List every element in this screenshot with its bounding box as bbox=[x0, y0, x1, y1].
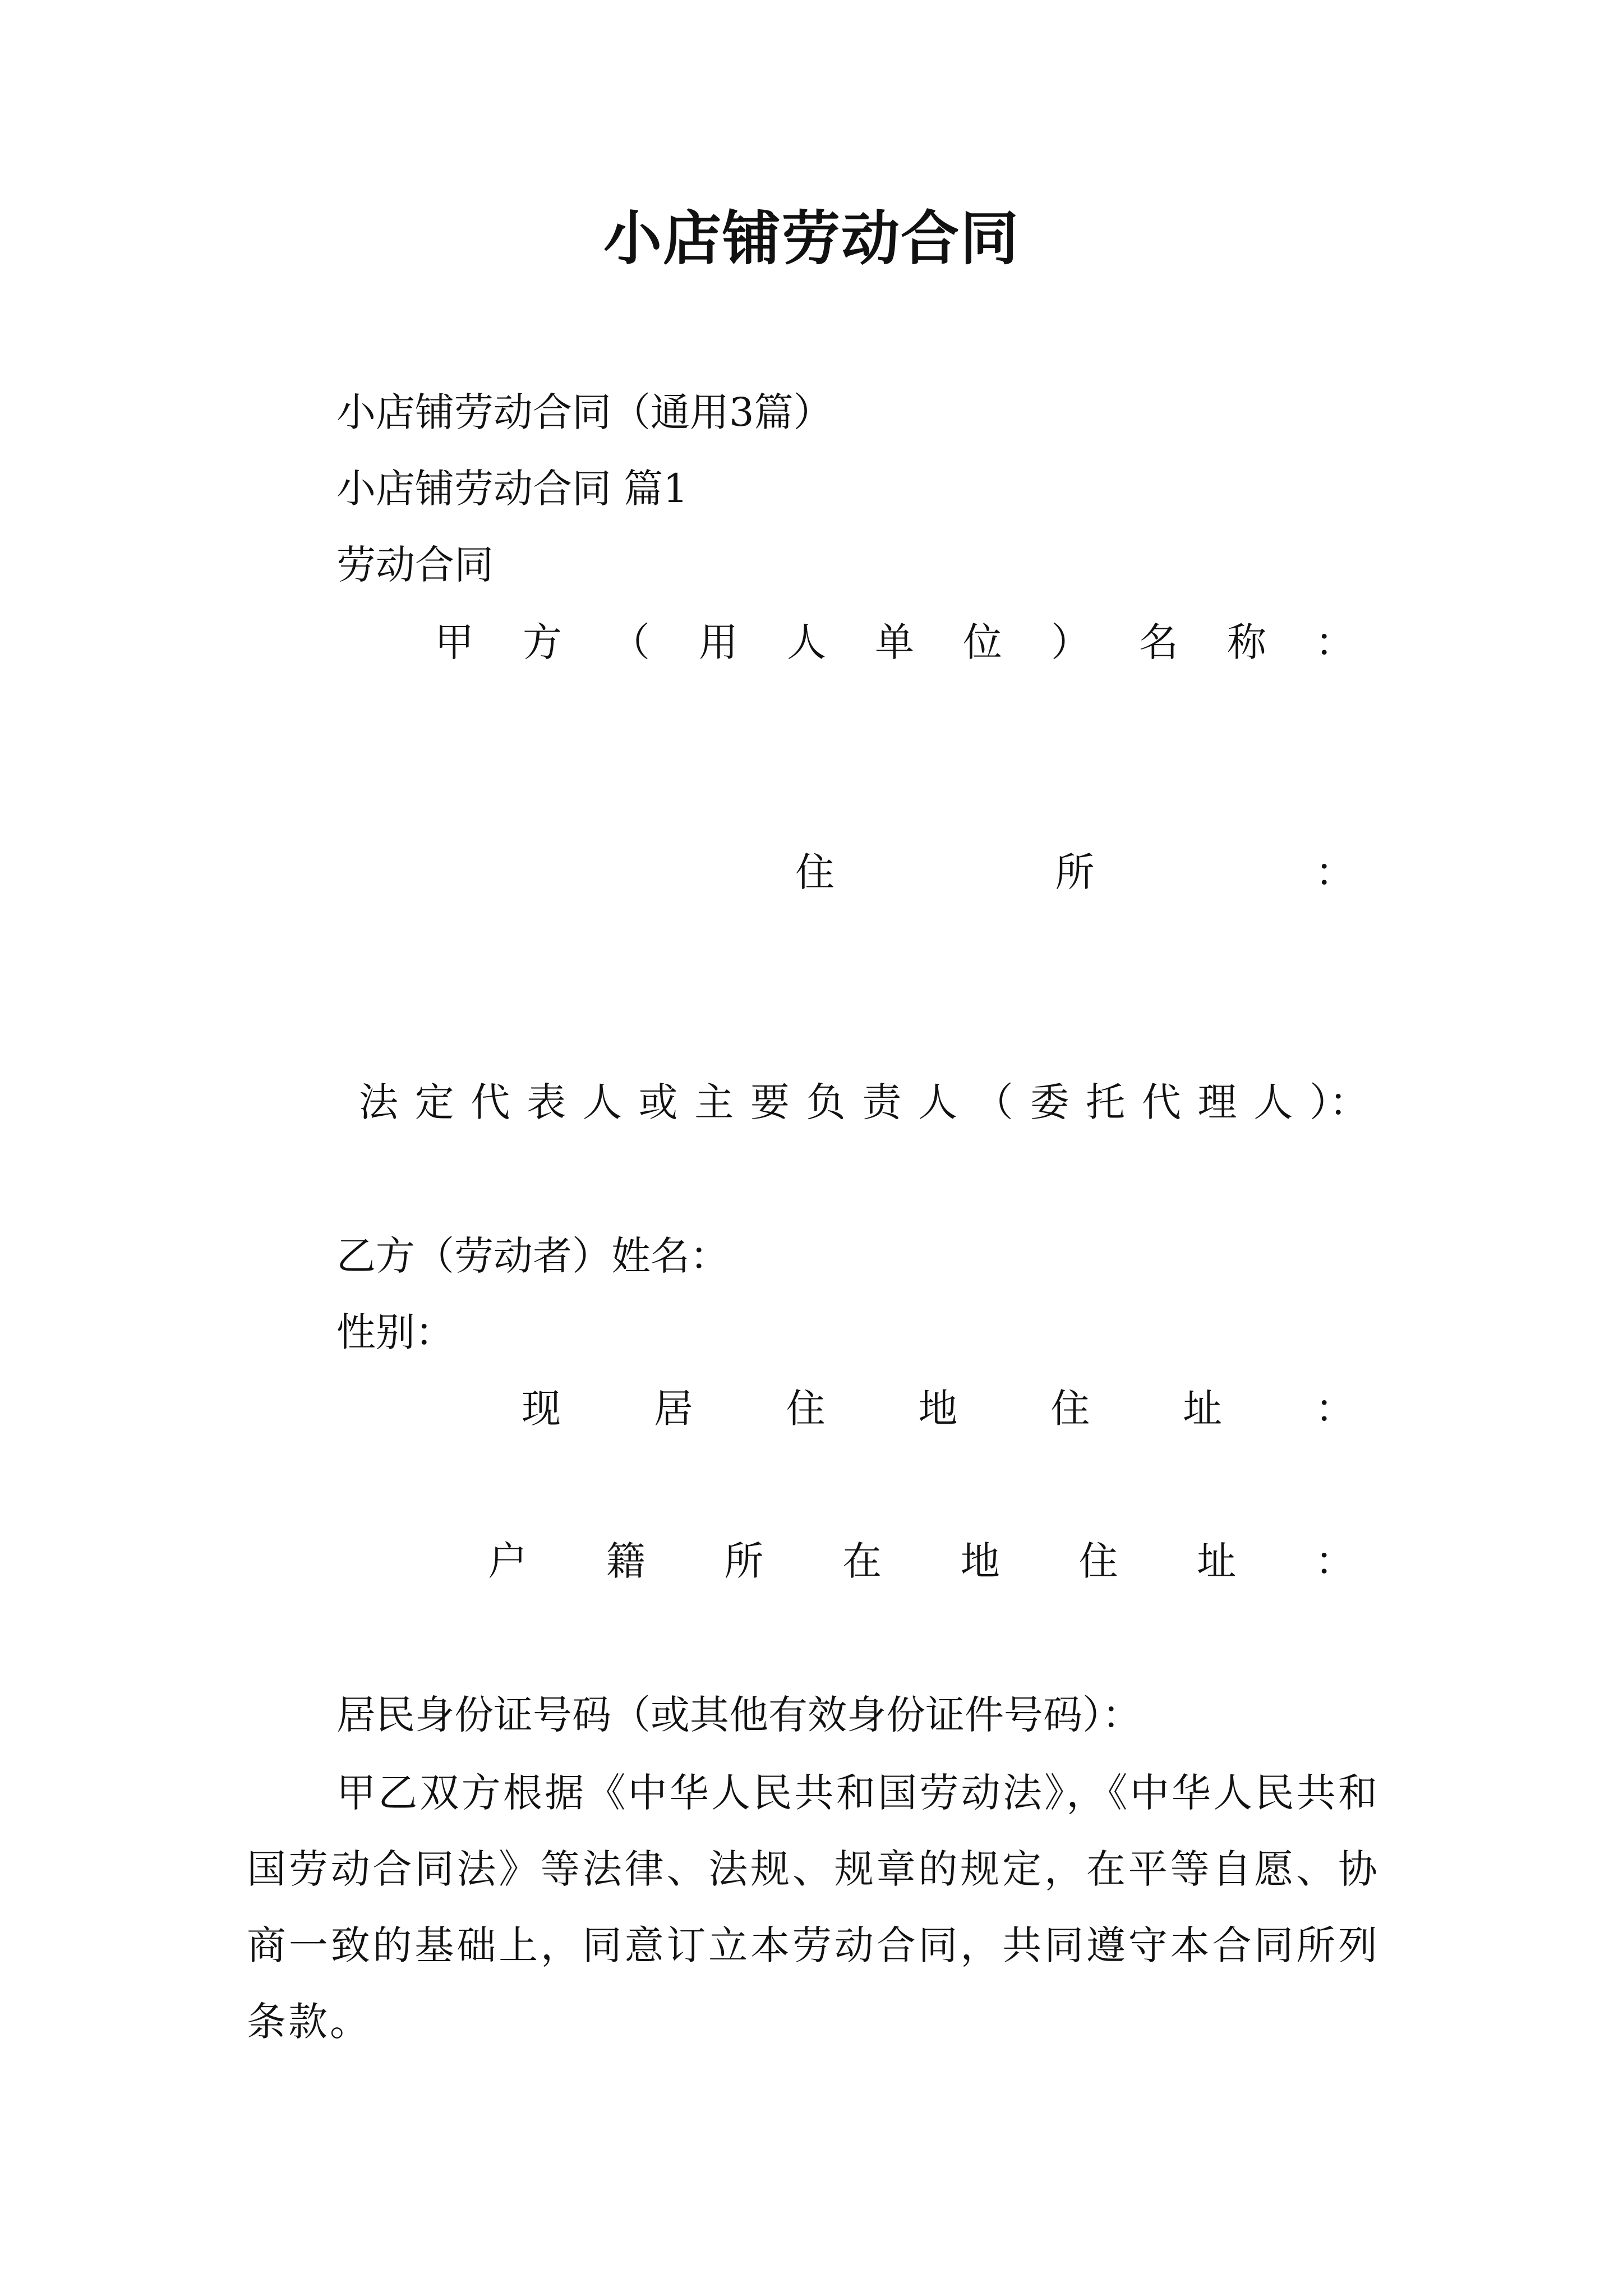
party-b-gender-label: 性别： bbox=[336, 1309, 454, 1355]
field-char: 籍 bbox=[606, 1538, 645, 1584]
field-char: ： bbox=[1315, 1538, 1354, 1584]
field-char: 人 bbox=[918, 1079, 958, 1125]
party-b-current-address-field bbox=[522, 1383, 1354, 1434]
party-a-address-field bbox=[795, 847, 1354, 898]
field-char: ）： bbox=[1309, 1079, 1368, 1125]
field-char: 所 bbox=[1055, 849, 1095, 895]
field-char: 代 bbox=[1141, 1079, 1181, 1125]
document-title: 小店铺劳动合同 bbox=[603, 204, 1020, 273]
party-b-id-label: 居民身份证号码（或其他有效身份证件号码）： bbox=[336, 1692, 1141, 1738]
field-char: 人 bbox=[787, 619, 826, 665]
field-char: 要 bbox=[750, 1079, 790, 1125]
field-char: 在 bbox=[842, 1538, 882, 1584]
field-char: 住 bbox=[1078, 1538, 1118, 1584]
party-a-representative-field bbox=[359, 1077, 1368, 1128]
field-char: ： bbox=[1315, 619, 1354, 665]
section-heading: 小店铺劳动合同 篇1 bbox=[336, 466, 688, 512]
party-b-household-address-field bbox=[488, 1536, 1354, 1586]
field-char: 地 bbox=[960, 1538, 1000, 1584]
field-char: 负 bbox=[806, 1079, 846, 1125]
field-char: （ bbox=[611, 619, 650, 665]
field-char: 址 bbox=[1183, 1386, 1223, 1432]
field-char: 代 bbox=[471, 1079, 510, 1125]
document-subtitle: 小店铺劳动合同（通用3篇） bbox=[336, 389, 833, 435]
party-a-name-field bbox=[435, 617, 1354, 668]
field-char: 人 bbox=[582, 1079, 622, 1125]
field-char: 住 bbox=[1050, 1386, 1090, 1432]
field-char: （ bbox=[974, 1079, 1013, 1125]
field-char: 住 bbox=[786, 1386, 826, 1432]
field-char: 方 bbox=[523, 619, 562, 665]
field-char: 户 bbox=[488, 1538, 527, 1584]
field-char: 地 bbox=[918, 1386, 958, 1432]
field-char: 住 bbox=[795, 849, 834, 895]
field-char: ： bbox=[1315, 849, 1354, 895]
field-char: ： bbox=[1315, 1386, 1354, 1432]
field-char: 定 bbox=[414, 1079, 454, 1125]
field-char: 用 bbox=[699, 619, 738, 665]
field-char: 责 bbox=[862, 1079, 902, 1125]
field-char: 居 bbox=[653, 1386, 693, 1432]
field-char: 法 bbox=[359, 1079, 398, 1125]
field-char: 委 bbox=[1030, 1079, 1069, 1125]
field-char: 现 bbox=[522, 1386, 561, 1432]
field-char: 甲 bbox=[435, 619, 474, 665]
party-b-name-label: 乙方（劳动者）姓名： bbox=[336, 1233, 729, 1279]
field-char: 单 bbox=[875, 619, 914, 665]
field-char: 所 bbox=[724, 1538, 764, 1584]
field-char: 称 bbox=[1227, 619, 1266, 665]
field-char: 名 bbox=[1139, 619, 1178, 665]
field-char: 人 bbox=[1253, 1079, 1293, 1125]
contract-label: 劳动合同 bbox=[336, 542, 494, 588]
field-char: 或 bbox=[638, 1079, 678, 1125]
field-char: 表 bbox=[527, 1079, 566, 1125]
field-char: 主 bbox=[694, 1079, 734, 1125]
field-char: 托 bbox=[1086, 1079, 1126, 1125]
field-char: 址 bbox=[1197, 1538, 1237, 1584]
field-char: ） bbox=[1051, 619, 1090, 665]
field-char: 理 bbox=[1197, 1079, 1237, 1125]
intro-paragraph: 甲乙双方根据《中华人民共和国劳动法》，《中华人民共和国劳动合同法》等法律、法规、规章的规定，在平等自愿、协商一致的基础上，同意订立本劳动合同，共同遵守本合同所列条款。 bbox=[247, 1770, 1380, 2045]
field-char: 位 bbox=[963, 619, 1002, 665]
